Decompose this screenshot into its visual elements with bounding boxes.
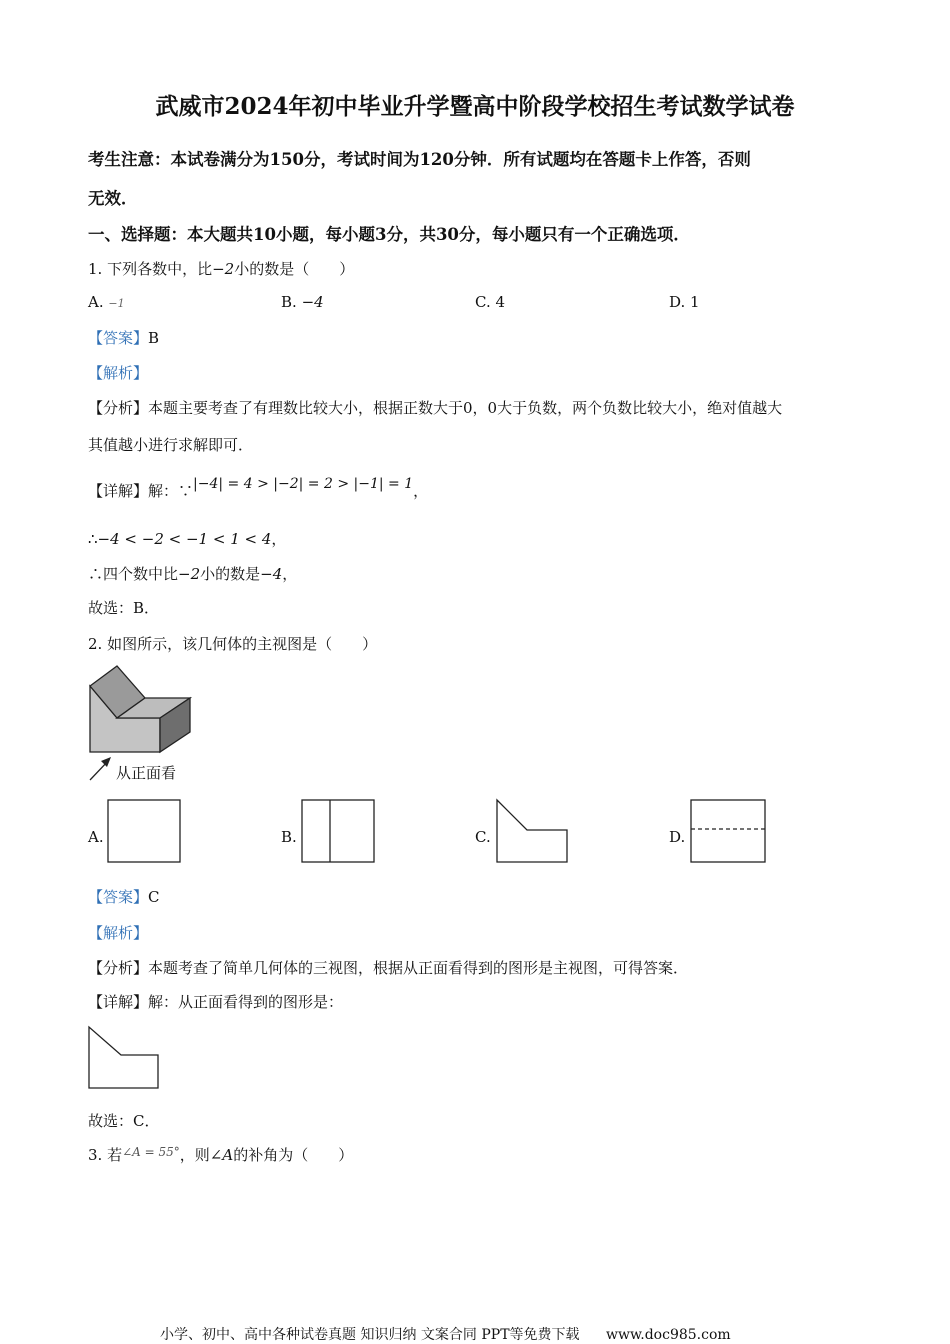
q1-step-1: ∴−4 < −2 < −1 < 1 < 4，	[88, 530, 287, 548]
q1-stem-math: −2	[212, 260, 235, 278]
q1-option-c: C. 4	[475, 293, 506, 311]
q1-fenxi-line-2: 其值越小进行求解即可．	[88, 436, 254, 454]
q2-conclusion: 故选：C．	[88, 1112, 160, 1130]
q2-option-b-label: B.	[281, 828, 297, 846]
q1-stem-text: 1. 下列各数中，比	[88, 260, 213, 278]
q2-answer: 【答案】C	[88, 888, 160, 906]
q2-solution-figure	[0, 0, 1, 1]
q2-analysis-tag: 【解析】	[88, 924, 149, 942]
q2-view-label: 从正面看	[116, 764, 177, 782]
q1-option-d: D. 1	[669, 293, 700, 311]
q2-fenxi: 【分析】本题考查了简单几何体的三视图，根据从正面看得到的图形是主视图，可得答案．	[88, 959, 689, 977]
notice-line-1: 考生注意：本试卷满分为150分，考试时间为120分钟．所有试题均在答题卡上作答，否则	[88, 150, 751, 169]
q2-stem: 2. 如图所示，该几何体的主视图是（ ）	[88, 635, 378, 653]
q1-stem-text-2: 小的数是（ ）	[234, 260, 355, 278]
q3-stem: 3. 若$^{\angle A = 55^\circ}$，则∠A的补角为（ ）	[88, 1145, 354, 1164]
page-title: 武威市2024年初中毕业升学暨高中阶段学校招生考试数学试卷	[155, 93, 795, 120]
q1-stem	[88, 258, 354, 279]
q1-option-a: A. −1	[88, 293, 125, 311]
q2-option-d-label: D.	[669, 828, 686, 846]
q1-answer: 【答案】B	[88, 329, 160, 347]
footer-text: 小学、初中、高中各种试卷真题 知识归纳 文案合同 PPT等免费下载	[160, 1327, 580, 1343]
q1-analysis-tag: 【解析】	[88, 364, 149, 382]
q1-detail: 【详解】解：∵|−4| = 4 > |−2| = 2 > |−1| = 1，	[88, 476, 429, 500]
q2-option-c-label: C.	[475, 828, 491, 846]
q1-step-2: ∴四个数中比−2小的数是−4，	[88, 565, 298, 583]
q2-option-a-label: A.	[88, 828, 104, 846]
section-heading: 一、选择题：本大题共10小题，每小题3分，共30分，每小题只有一个正确选项．	[88, 225, 690, 244]
q2-detail: 【详解】解：从正面看得到的图形是：	[88, 993, 344, 1011]
footer-url[interactable]: www.doc985.com	[605, 1327, 731, 1343]
footer	[160, 1324, 731, 1344]
q1-conclusion: 故选：B．	[88, 599, 160, 617]
q1-option-b: B. −4	[281, 293, 324, 311]
q1-fenxi-line-1: 【分析】本题主要考查了有理数比较大小，根据正数大于0，0大于负数，两个负数比较大小，绝对值越大	[88, 399, 783, 417]
notice-line-2: 无效．	[88, 189, 138, 208]
